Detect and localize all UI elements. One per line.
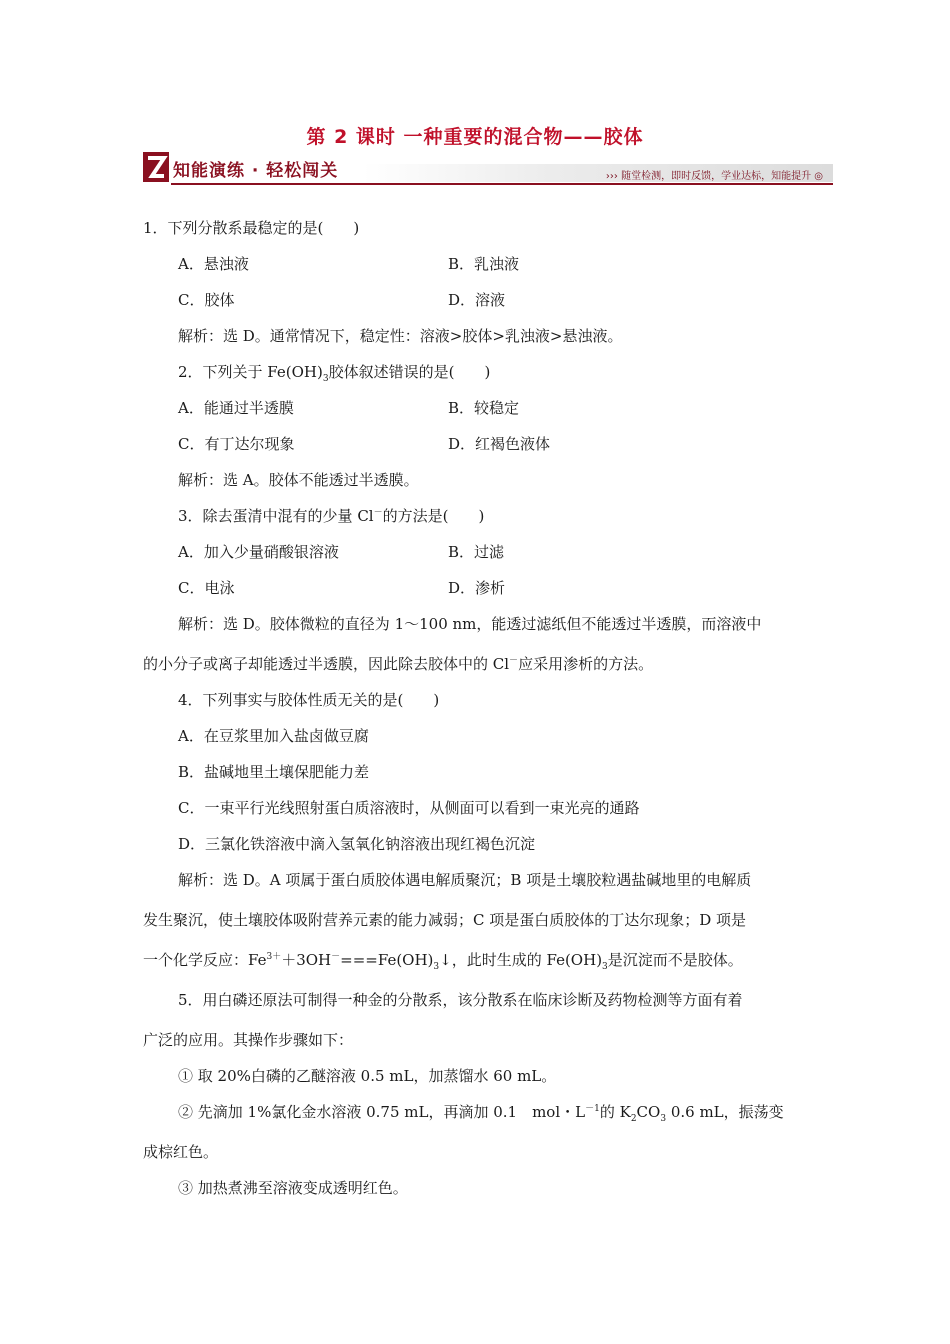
q2-option-c: C．有丁达尔现象: [178, 435, 295, 453]
q4-option-c: C．一束平行光线照射蛋白质溶液时，从侧面可以看到一束光亮的通路: [178, 799, 640, 817]
q1-stem: 1．下列分散系最稳定的是( ): [143, 219, 360, 237]
z-logo-icon: [143, 152, 169, 182]
q5-step-3: ③ 加热煮沸至溶液变成透明红色。: [178, 1179, 408, 1197]
q3-option-a: A．加入少量硝酸银溶液: [178, 543, 339, 561]
q4-option-d: D．三氯化铁溶液中滴入氢氧化钠溶液出现红褐色沉淀: [178, 835, 536, 853]
q3-option-c: C．电泳: [178, 579, 235, 597]
q4-option-b: B．盐碱地里土壤保肥能力差: [178, 763, 370, 781]
banner-slogan: ››› 随堂检测，即时反馈，学业达标，知能提升 ◎: [605, 171, 823, 182]
banner-title: 知能演练 · 轻松闯关: [173, 161, 339, 181]
q5-stem-line-1: 5．用白磷还原法可制得一种金的分散系，该分散系在临床诊断及药物检测等方面有着: [178, 991, 743, 1009]
q3-option-d: D．渗析: [448, 579, 506, 597]
q5-step-2: ② 先滴加 1%氯化金水溶液 0.75 mL，再滴加 0.1 mol・$L^{-1}$的 $K_2CO_3$ 0.6 mL，振荡变: [178, 1103, 784, 1124]
q1-option-c: C．胶体: [178, 291, 235, 309]
q4-option-a: A．在豆浆里加入盐卤做豆腐: [178, 727, 369, 745]
section-banner: [143, 150, 833, 186]
q4-analysis-line-1: 解析：选 D。A 项属于蛋白质胶体遇电解质聚沉；B 项是土壤胶粒遇盐碱地里的电解质: [178, 871, 752, 889]
q2-stem: 2．下列关于 $Fe(OH)_3$胶体叙述错误的是( ): [178, 363, 491, 384]
q1-analysis: 解析：选 D。通常情况下，稳定性：溶液>胶体>乳浊液>悬浊液。: [178, 327, 623, 345]
q3-analysis-line-2: 的小分子或离子却能透过半透膜，因此除去胶体中的 Cl－应采用渗析的方法。: [143, 655, 654, 673]
q1-option-b: B．乳浊液: [448, 255, 520, 273]
q4-analysis-line-3: 一个化学反应：$Fe^{3+}+3OH^-===Fe(OH)_3↓$，此时生成的 $Fe(OH)_3$是沉淀而不是胶体。: [143, 951, 743, 972]
q3-option-b: B．过滤: [448, 543, 505, 561]
q2-analysis: 解析：选 A。胶体不能透过半透膜。: [178, 471, 419, 489]
q5-step-2-continued: 成棕红色。: [143, 1143, 219, 1161]
banner-underline: [171, 183, 833, 185]
q2-option-a: A．能通过半透膜: [178, 399, 294, 417]
q2-option-d: D．红褐色液体: [448, 435, 551, 453]
q4-analysis-line-2: 发生聚沉，使土壤胶体吸附营养元素的能力减弱；C 项是蛋白质胶体的丁达尔现象；D 项是: [143, 911, 747, 929]
q5-stem-line-2: 广泛的应用。其操作步骤如下：: [143, 1031, 354, 1049]
q4-stem: 4．下列事实与胶体性质无关的是( ): [178, 691, 440, 709]
q2-option-b: B．较稳定: [448, 399, 520, 417]
q3-stem: 3．除去蛋清中混有的少量 Cl－的方法是( ): [178, 507, 485, 525]
q1-option-a: A．悬浊液: [178, 255, 249, 273]
q5-step-1: ① 取 20%白磷的乙醚溶液 0.5 mL，加蒸馏水 60 mL。: [178, 1067, 557, 1085]
q1-option-d: D．溶液: [448, 291, 506, 309]
page-title: 第 2 课时 一种重要的混合物——胶体: [306, 126, 644, 148]
q3-analysis-line-1: 解析：选 D。胶体微粒的直径为 1～100 nm，能透过滤纸但不能透过半透膜，而溶液中: [178, 615, 762, 633]
